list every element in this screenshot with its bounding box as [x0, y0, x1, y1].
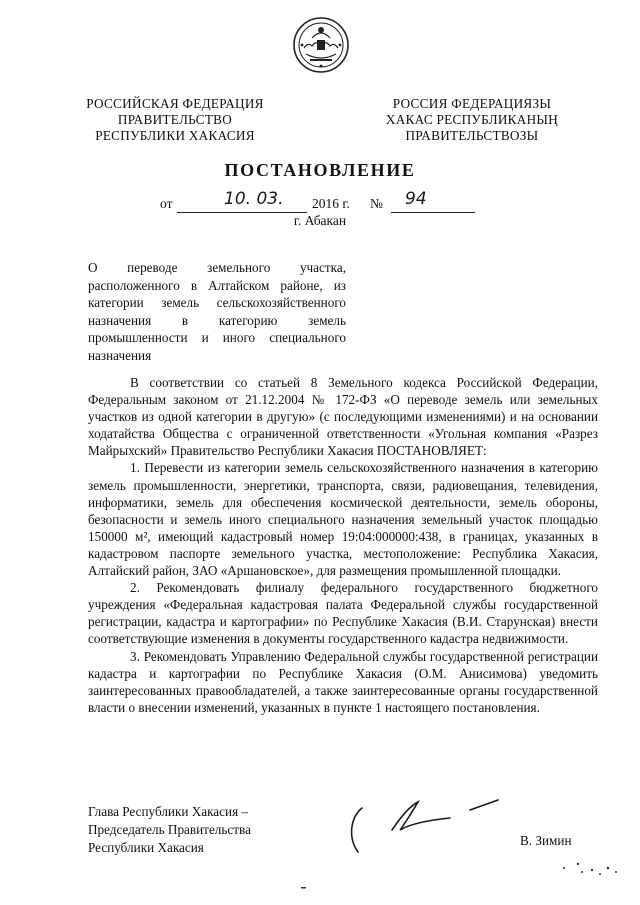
subject-block: О переводе земельного участка, расположенного в Алтайском районе, из категории земель сельскохозяйственного назначения в категорию земель промышленности и иного специального назначения	[88, 260, 346, 363]
header-left-line: РЕСПУБЛИКИ ХАКАСИЯ	[95, 128, 255, 143]
scan-speck	[300, 886, 308, 890]
header-left-line: РОССИЙСКАЯ ФЕДЕРАЦИЯ	[86, 96, 264, 111]
header-khakas	[354, 96, 590, 144]
coat-of-arms-emblem-icon	[292, 16, 350, 74]
date-year: 2016 г.	[312, 196, 350, 211]
preamble-paragraph: В соответствии со статьей 8 Земельного кодекса Российской Федерации, Федеральным законом от 21.12.2004 № 172-ФЗ «О переводе земель или земельных участков из одной категории в другую» (с последующими изменениями) и на основании ходатайства Общества с ограниченной ответственности «Угольная компания «Разрез Майрыхский» Правительство Республики Хакасия ПОСТАНОВЛЯЕТ:	[88, 375, 598, 459]
number-field	[391, 189, 475, 213]
date-prefix: от	[160, 196, 173, 211]
signatory-position-line: Республики Хакасия	[88, 839, 204, 855]
scan-marks	[556, 858, 626, 882]
signatory-name: В. Зимин	[520, 833, 572, 848]
header-right-line: ХАКАС РЕСПУБЛИКАНЫҢ	[385, 112, 559, 127]
document-body	[88, 374, 598, 716]
header-right-line: РОССИЯ ФЕДЕРАЦИЯЗЫ	[392, 96, 552, 111]
signatory-position-line: Глава Республики Хакасия –	[88, 804, 249, 819]
date-field	[177, 189, 307, 213]
header-russian	[60, 96, 290, 144]
city-line: г. Абакан	[293, 213, 347, 228]
signatory-position-line: Председатель Правительства	[88, 821, 251, 837]
number-sign: №	[370, 196, 383, 211]
clause-3-paragraph: 3. Рекомендовать Управлению Федеральной службы государственной регистрации кадастра и картографии по Республике Хакасия (О.М. Анисимова) уведомить заинтересованных правообладателей, а также заинтересованные органы государственной власти о внесении изменений, указанных в пункте 1 настоящего постановления.	[88, 648, 598, 715]
number-handwritten: 94	[405, 189, 427, 209]
signatory-position	[88, 803, 251, 856]
header-left-line: ПРАВИТЕЛЬСТВО	[117, 112, 233, 127]
clause-1-paragraph: 1. Перевести из категории земель сельскохозяйственного назначения в категорию земель промышленности, энергетики, транспорта, связи, радиовещания, телевидения, информатики, земель для обеспечения космической деятельности, земель обороны, безопасности и земель иного специального назначения земельный участок площадью 150000 м², имеющий кадастровый номер 19:04:000000:438, в границах, указанных в кадастровом паспорте земельного участка, местоположение: Республика Хакасия, Алтайский район, ЗАО «Аршановское», для размещения промышленной площадки.	[88, 460, 598, 579]
clause-2-paragraph: 2. Рекомендовать филиалу федерального государственного бюджетного учреждения «Федеральная кадастровая палата Федеральной службы государственной регистрации, кадастра и картографии» по Республике Хакасия (В.И. Старунская) внести соответствующие изменения в документы государственного кадастра недвижимости.	[88, 580, 598, 647]
header-right-line: ПРАВИТЕЛЬСТВОЗЫ	[405, 128, 539, 143]
handwritten-signature	[340, 790, 510, 862]
document-title: ПОСТАНОВЛЕНИЕ	[224, 160, 416, 180]
date-handwritten: 10. 03.	[224, 189, 284, 209]
